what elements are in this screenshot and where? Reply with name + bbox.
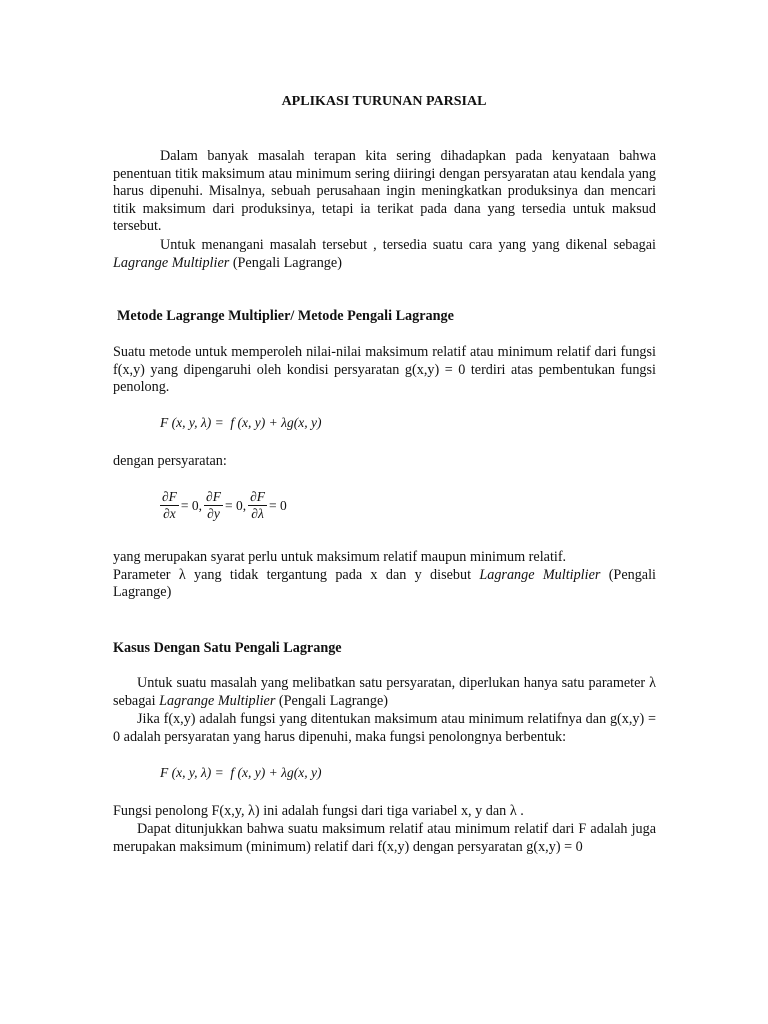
- section1-paragraph-1: Suatu metode untuk memperoleh nilai-nilai maksimum relatif atau minimum relatif dari fungsi f(x,y) yang dipengaruhi oleh kondisi persyaratan g(x,y) = 0 terdiri atas pembentukan fungsi penolong.: [113, 344, 656, 396]
- fraction-dF-dlambda: [248, 489, 267, 522]
- section1-paragraph-2: dengan persyaratan:: [113, 453, 227, 469]
- equals-zero: = 0: [269, 497, 287, 513]
- lagrange-formula-2: F (x, y, λ) = f (x, y) + λg(x, y): [160, 765, 322, 780]
- section2-paragraph-3: Fungsi penolong F(x,y, λ) ini adalah fungsi dari tiga variabel x, y dan λ .: [113, 803, 524, 819]
- intro-p2-emphasis: Lagrange Multiplier: [113, 254, 230, 271]
- section2-heading: Kasus Dengan Satu Pengali Lagrange: [113, 640, 342, 656]
- section1-p3-text: yang merupakan syarat perlu untuk maksimum relatif maupun minimum relatif.: [113, 549, 567, 565]
- section1-paragraph-4: [113, 567, 656, 602]
- section2-paragraph-1: [113, 675, 656, 710]
- section1-p4-text-end: (Pengali Lagrange): [113, 566, 656, 601]
- section2-p1-text-end: (Pengali Lagrange): [275, 692, 389, 709]
- section2-paragraph-2: Jika f(x,y) adalah fungsi yang ditentukan maksimum atau minimum relatifnya dan g(x,y) = 0 adalah persyaratan yang harus dipenuhi, maka fungsi penolongnya berbentuk:: [113, 711, 656, 745]
- fraction-numerator: ∂F: [250, 489, 266, 504]
- partial-derivative-conditions: [160, 489, 289, 522]
- section2-p1-text: Untuk suatu masalah yang melibatkan satu persyaratan, diperlukan hanya satu parameter λ sebagai: [113, 675, 656, 709]
- fraction-numerator: ∂F: [162, 489, 177, 504]
- section1-p4-emphasis: Lagrange Multiplier: [479, 566, 601, 583]
- section2-paragraph-4: Dapat ditunjukkan bahwa suatu maksimum relatif atau minimum relatif dari F adalah juga merupakan maksimum (minimum) relatif dari f(x,y) dengan persyaratan g(x,y) = 0: [113, 821, 656, 855]
- lagrange-formula-1: F (x, y, λ) = f (x, y) + λg(x, y): [160, 415, 322, 430]
- section1-paragraph-3: [113, 549, 656, 602]
- fraction-denominator: ∂x: [163, 506, 176, 521]
- fraction-dF-dx: [160, 489, 179, 522]
- intro-paragraph-2: [113, 237, 656, 272]
- fraction-dF-dy: [204, 489, 223, 522]
- intro-p2-text-end: (Pengali Lagrange): [229, 254, 342, 271]
- fraction-denominator: ∂λ: [251, 506, 264, 521]
- intro-paragraph-1: Dalam banyak masalah terapan kita sering dihadapkan pada kenyataan bahwa penentuan titik maksimum atau minimum sering diiringi dengan persyaratan atau kendala yang harus dipenuhi. Misalnya, sebuah perusahaan ingin meningkatkan produksinya dan mencari titik maksimum dari produksinya, tetapi ia terikat pada dana yang tersedia untuk maksud tersebut.: [113, 148, 656, 235]
- section1-p4-text: Parameter λ yang tidak tergantung pada x dan y disebut: [113, 566, 480, 583]
- fraction-numerator: ∂F: [206, 489, 221, 504]
- section2-p1-emphasis: Lagrange Multiplier: [159, 692, 276, 709]
- fraction-denominator: ∂y: [207, 506, 220, 521]
- intro-p2-text: Untuk menangani masalah tersebut , tersedia suatu cara yang yang dikenal sebagai: [160, 237, 656, 253]
- section1-heading: Metode Lagrange Multiplier/ Metode Pengali Lagrange: [117, 308, 454, 324]
- page-title: APLIKASI TURUNAN PARSIAL: [281, 94, 487, 109]
- equals-zero: = 0,: [224, 497, 247, 513]
- equals-zero: = 0,: [180, 497, 203, 513]
